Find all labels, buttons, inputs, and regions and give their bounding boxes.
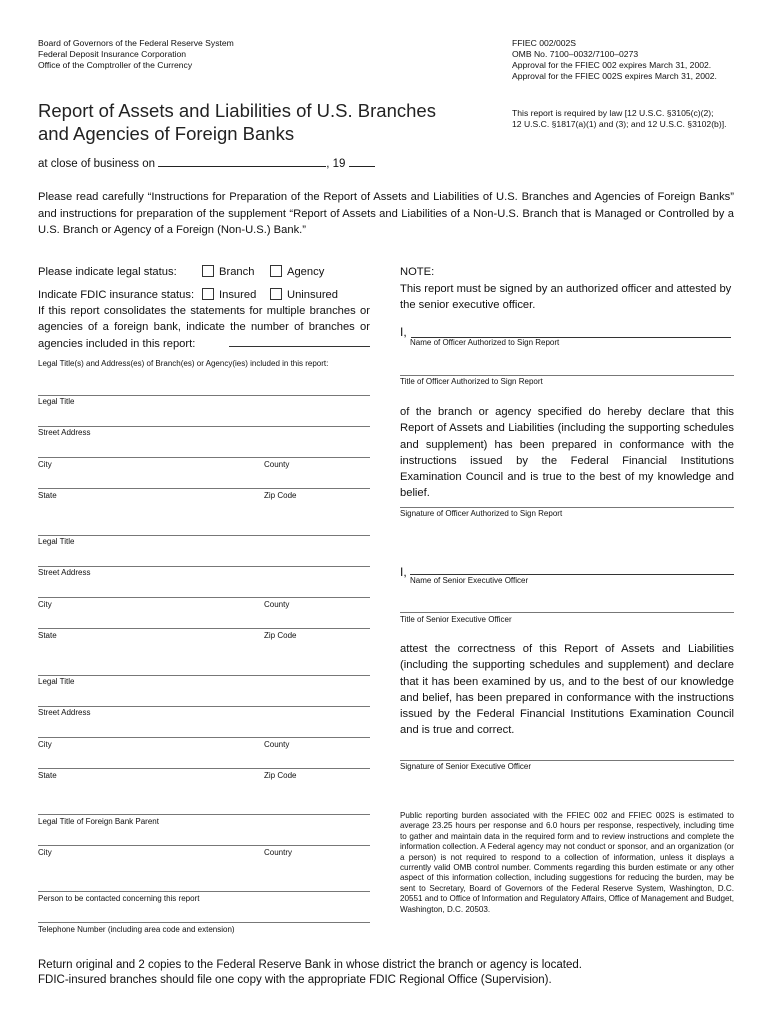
agency-list xyxy=(38,38,234,71)
city-county-field[interactable] xyxy=(38,457,370,458)
close-of-business-line xyxy=(38,156,375,171)
senior-i-label: I, xyxy=(400,565,407,579)
street-address-label: Street Address xyxy=(38,428,91,437)
parent-legal-title-field[interactable] xyxy=(38,814,370,815)
date-field[interactable] xyxy=(158,156,326,167)
insured-option[interactable] xyxy=(202,288,256,302)
note-heading: NOTE: xyxy=(400,266,435,278)
branch-list-heading: Legal Title(s) and Address(es) of Branch(es) or Agency(ies) included in this report: xyxy=(38,359,329,368)
fdic-filing-instructions: FDIC-insured branches should file one copy with the appropriate FDIC Regional Office (Supervision). xyxy=(38,974,552,986)
county-label: County xyxy=(264,600,290,609)
officer-signature-field[interactable] xyxy=(400,507,734,508)
officer-title-label: Title of Officer Authorized to Sign Report xyxy=(400,377,543,386)
zip-code-label: Zip Code xyxy=(264,491,297,500)
branch-count-field[interactable] xyxy=(229,346,370,347)
agency-name: Federal Deposit Insurance Corporation xyxy=(38,49,187,59)
legal-title-field[interactable] xyxy=(38,395,370,396)
attest-paragraph: attest the correctness of this Report of Assets and Liabilities (including the supporting schedules and supplement) and declare that it has been examined by us, and to the best of our knowledge and belief, has been prepared in conformance with the instructions issued by the Federal Financial Institutions Examination Council and is true and correct. xyxy=(400,643,734,737)
title-line: and Agencies of Foreign Banks xyxy=(38,123,295,144)
law-line: 12 U.S.C. §1817(a)(1) and (3); and 12 U.S.C. §3102(b)]. xyxy=(512,119,727,129)
form-info xyxy=(512,38,717,82)
city-label: City xyxy=(38,460,52,469)
uninsured-label: Uninsured xyxy=(287,289,338,301)
legal-title-field[interactable] xyxy=(38,675,370,676)
form-number: FFIEC 002/002S xyxy=(512,38,577,48)
legal-title-label: Legal Title xyxy=(38,677,75,686)
approval-002: Approval for the FFIEC 002 expires March 31, 2002. xyxy=(512,60,712,70)
city-label: City xyxy=(38,740,52,749)
parent-city-label: City xyxy=(38,848,52,857)
street-address-label: Street Address xyxy=(38,708,91,717)
law-line: This report is required by law [12 U.S.C. §3105(c)(2); xyxy=(512,108,714,118)
state-zip-field[interactable] xyxy=(38,488,370,489)
street-address-field[interactable] xyxy=(38,566,370,567)
city-county-field[interactable] xyxy=(38,597,370,598)
legal-title-label: Legal Title xyxy=(38,397,75,406)
omb-number: OMB No. 7100–0032/7100–0273 xyxy=(512,49,639,59)
county-label: County xyxy=(264,460,290,469)
parent-city-country-field[interactable] xyxy=(38,845,370,846)
parent-country-label: Country xyxy=(264,848,293,857)
report-title xyxy=(38,99,436,145)
legal-title-label: Legal Title xyxy=(38,537,75,546)
insured-checkbox[interactable] xyxy=(202,288,214,300)
agency-name: Office of the Comptroller of the Currency xyxy=(38,60,193,70)
branch-option[interactable] xyxy=(202,265,254,279)
close-of-business-label: at close of business on xyxy=(38,158,155,170)
legal-status-label: Please indicate legal status: xyxy=(38,266,177,278)
uninsured-checkbox[interactable] xyxy=(270,288,282,300)
declaration-paragraph: of the branch or agency specified do hereby declare that this Report of Assets and Liabilities (including the supporting schedules and supplement) has been prepared in conformance with the instructions issued by the Federal Financial Institutions Examination Council and is true to the best of my knowledge and belief. xyxy=(400,406,734,500)
agency-option[interactable] xyxy=(270,265,324,279)
senior-name-label: Name of Senior Executive Officer xyxy=(410,576,529,585)
insured-label: Insured xyxy=(219,289,257,301)
officer-title-field[interactable] xyxy=(400,375,734,376)
agency-name: Board of Governors of the Federal Reserve System xyxy=(38,38,234,48)
burden-statement: Public reporting burden associated with the FFIEC 002 and FFIEC 002S is estimated to average 23.25 hours per response and 6.0 hours per response, respectively, including time to gather and maintain data in the required form and to review instructions and complete the information collection. A Federal agency may not conduct or sponsor, and an organization (or a person) is not required to respond to a collection of information, unless it displays a currently valid OMB control number. Comments regarding this burden estimate or any other aspect of this information collection, including suggestions for reducing the burden, may be sent to Secretary, Board of Governors of the Federal Reserve System, Washington, D.C. 20551 and to Office of Information and Regulatory Affairs, Office of Management and Budget, Washington, D.C. 20503. xyxy=(400,811,734,914)
city-label: City xyxy=(38,600,52,609)
state-label: State xyxy=(38,491,57,500)
contact-person-label: Person to be contacted concerning this report xyxy=(38,894,200,903)
legal-authority xyxy=(512,108,726,130)
branch-checkbox[interactable] xyxy=(202,265,214,277)
consolidation-text: If this report consolidates the statements for multiple branches or agencies of a foreign bank, indicate the number of branches or agencies included in this report: xyxy=(38,305,370,350)
senior-signature-field[interactable] xyxy=(400,760,734,761)
year-field[interactable] xyxy=(349,156,375,167)
county-label: County xyxy=(264,740,290,749)
title-line: Report of Assets and Liabilities of U.S. Branches xyxy=(38,100,436,121)
state-zip-field[interactable] xyxy=(38,768,370,769)
return-instructions: Return original and 2 copies to the Federal Reserve Bank in whose district the branch or agency is located. xyxy=(38,959,582,971)
uninsured-option[interactable] xyxy=(270,288,338,302)
zip-code-label: Zip Code xyxy=(264,771,297,780)
state-zip-field[interactable] xyxy=(38,628,370,629)
telephone-field[interactable] xyxy=(38,922,370,923)
instructions-paragraph: Please read carefully “Instructions for Preparation of the Report of Assets and Liabilities of U.S. Branches and Agencies of Foreign Banks” and instructions for preparation of the supplement “Report of Assets and Liabilities of a Non-U.S. Branch that is Managed or Controlled by a U.S. Branch or Agency of a Foreign (Non-U.S.) Bank.” xyxy=(38,191,734,236)
officer-i-label: I, xyxy=(400,325,407,339)
contact-person-field[interactable] xyxy=(38,891,370,892)
street-address-field[interactable] xyxy=(38,426,370,427)
year-prefix: , 19 xyxy=(326,158,346,170)
city-county-field[interactable] xyxy=(38,737,370,738)
fdic-status-label: Indicate FDIC insurance status: xyxy=(38,289,195,301)
parent-legal-title-label: Legal Title of Foreign Bank Parent xyxy=(38,817,159,826)
senior-signature-label: Signature of Senior Executive Officer xyxy=(400,762,532,771)
note-text: This report must be signed by an authorized officer and attested by the senior executive officer. xyxy=(400,283,732,311)
agency-checkbox[interactable] xyxy=(270,265,282,277)
senior-title-field[interactable] xyxy=(400,612,734,613)
state-label: State xyxy=(38,631,57,640)
legal-title-field[interactable] xyxy=(38,535,370,536)
officer-name-label: Name of Officer Authorized to Sign Report xyxy=(410,338,560,347)
senior-name-field[interactable] xyxy=(410,574,734,575)
branch-label: Branch xyxy=(219,266,255,278)
state-label: State xyxy=(38,771,57,780)
senior-title-label: Title of Senior Executive Officer xyxy=(400,615,512,624)
telephone-label: Telephone Number (including area code and extension) xyxy=(38,925,235,934)
street-address-field[interactable] xyxy=(38,706,370,707)
agency-label: Agency xyxy=(287,266,325,278)
approval-002s: Approval for the FFIEC 002S expires March 31, 2002. xyxy=(512,71,717,81)
zip-code-label: Zip Code xyxy=(264,631,297,640)
street-address-label: Street Address xyxy=(38,568,91,577)
officer-signature-label: Signature of Officer Authorized to Sign Report xyxy=(400,509,563,518)
